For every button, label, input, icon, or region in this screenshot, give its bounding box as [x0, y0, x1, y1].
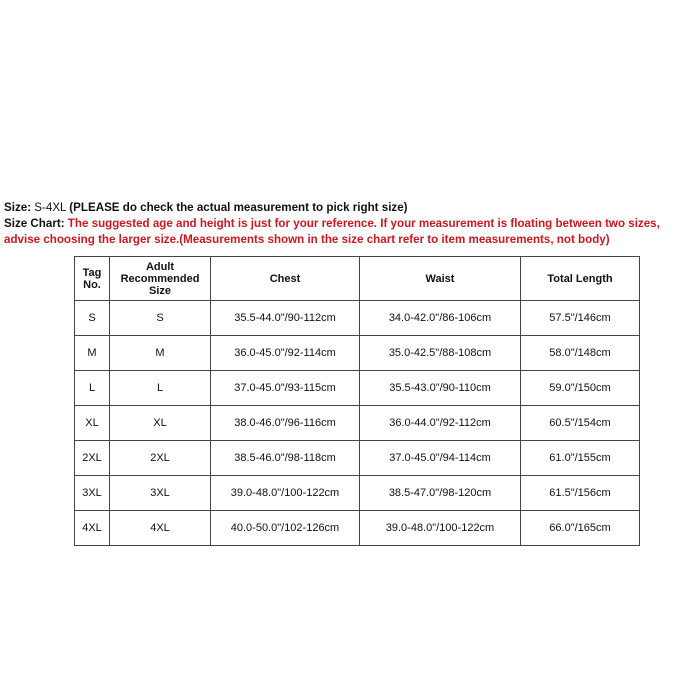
cell-size: 4XL [110, 511, 211, 546]
cell-waist: 39.0-48.0"/100-122cm [360, 511, 521, 546]
size-chart-note-2: advise choosing the larger size.(Measurements shown in the size chart refer to item measurements, not body) [4, 233, 610, 246]
cell-chest: 35.5-44.0"/90-112cm [211, 301, 360, 336]
cell-waist: 35.0-42.5"/88-108cm [360, 336, 521, 371]
header-row [75, 257, 640, 301]
cell-chest: 38.5-46.0"/98-118cm [211, 441, 360, 476]
cell-size: 2XL [110, 441, 211, 476]
size-notes [4, 200, 698, 248]
cell-waist: 37.0-45.0"/94-114cm [360, 441, 521, 476]
cell-tag: XL [75, 406, 110, 441]
cell-length: 60.5"/154cm [521, 406, 640, 441]
cell-length: 59.0"/150cm [521, 371, 640, 406]
cell-waist: 38.5-47.0"/98-120cm [360, 476, 521, 511]
size-line [4, 200, 698, 216]
size-chart-note-1: The suggested age and height is just for your reference. If your measurement is floating between two sizes, [64, 217, 660, 230]
cell-tag: 2XL [75, 441, 110, 476]
cell-tag: 4XL [75, 511, 110, 546]
cell-tag: S [75, 301, 110, 336]
size-chart-table [74, 256, 640, 546]
size-label: Size: [4, 201, 32, 214]
cell-size: 3XL [110, 476, 211, 511]
header-adult-size: Adult Recommended Size [110, 257, 211, 301]
cell-length: 61.5"/156cm [521, 476, 640, 511]
cell-length: 57.5"/146cm [521, 301, 640, 336]
header-chest: Chest [211, 257, 360, 301]
table-row [75, 406, 640, 441]
table-row [75, 441, 640, 476]
cell-length: 58.0"/148cm [521, 336, 640, 371]
cell-tag: M [75, 336, 110, 371]
cell-chest: 39.0-48.0"/100-122cm [211, 476, 360, 511]
size-value: S-4XL [31, 201, 70, 214]
cell-length: 66.0"/165cm [521, 511, 640, 546]
cell-chest: 40.0-50.0"/102-126cm [211, 511, 360, 546]
size-note: (PLEASE do check the actual measurement to pick right size) [69, 201, 408, 214]
cell-chest: 36.0-45.0"/92-114cm [211, 336, 360, 371]
cell-size: M [110, 336, 211, 371]
cell-size: S [110, 301, 211, 336]
header-waist: Waist [360, 257, 521, 301]
size-chart-label: Size Chart: [4, 217, 65, 230]
cell-length: 61.0"/155cm [521, 441, 640, 476]
table-row [75, 476, 640, 511]
table-row [75, 371, 640, 406]
chart-line [4, 216, 698, 232]
header-tag: Tag No. [75, 257, 110, 301]
table-row [75, 301, 640, 336]
cell-chest: 38.0-46.0"/96-116cm [211, 406, 360, 441]
cell-waist: 34.0-42.0"/86-106cm [360, 301, 521, 336]
cell-tag: 3XL [75, 476, 110, 511]
cell-size: XL [110, 406, 211, 441]
cell-tag: L [75, 371, 110, 406]
table-row [75, 336, 640, 371]
header-total-length: Total Length [521, 257, 640, 301]
table-row [75, 511, 640, 546]
cell-chest: 37.0-45.0"/93-115cm [211, 371, 360, 406]
cell-waist: 35.5-43.0"/90-110cm [360, 371, 521, 406]
cell-waist: 36.0-44.0"/92-112cm [360, 406, 521, 441]
cell-size: L [110, 371, 211, 406]
